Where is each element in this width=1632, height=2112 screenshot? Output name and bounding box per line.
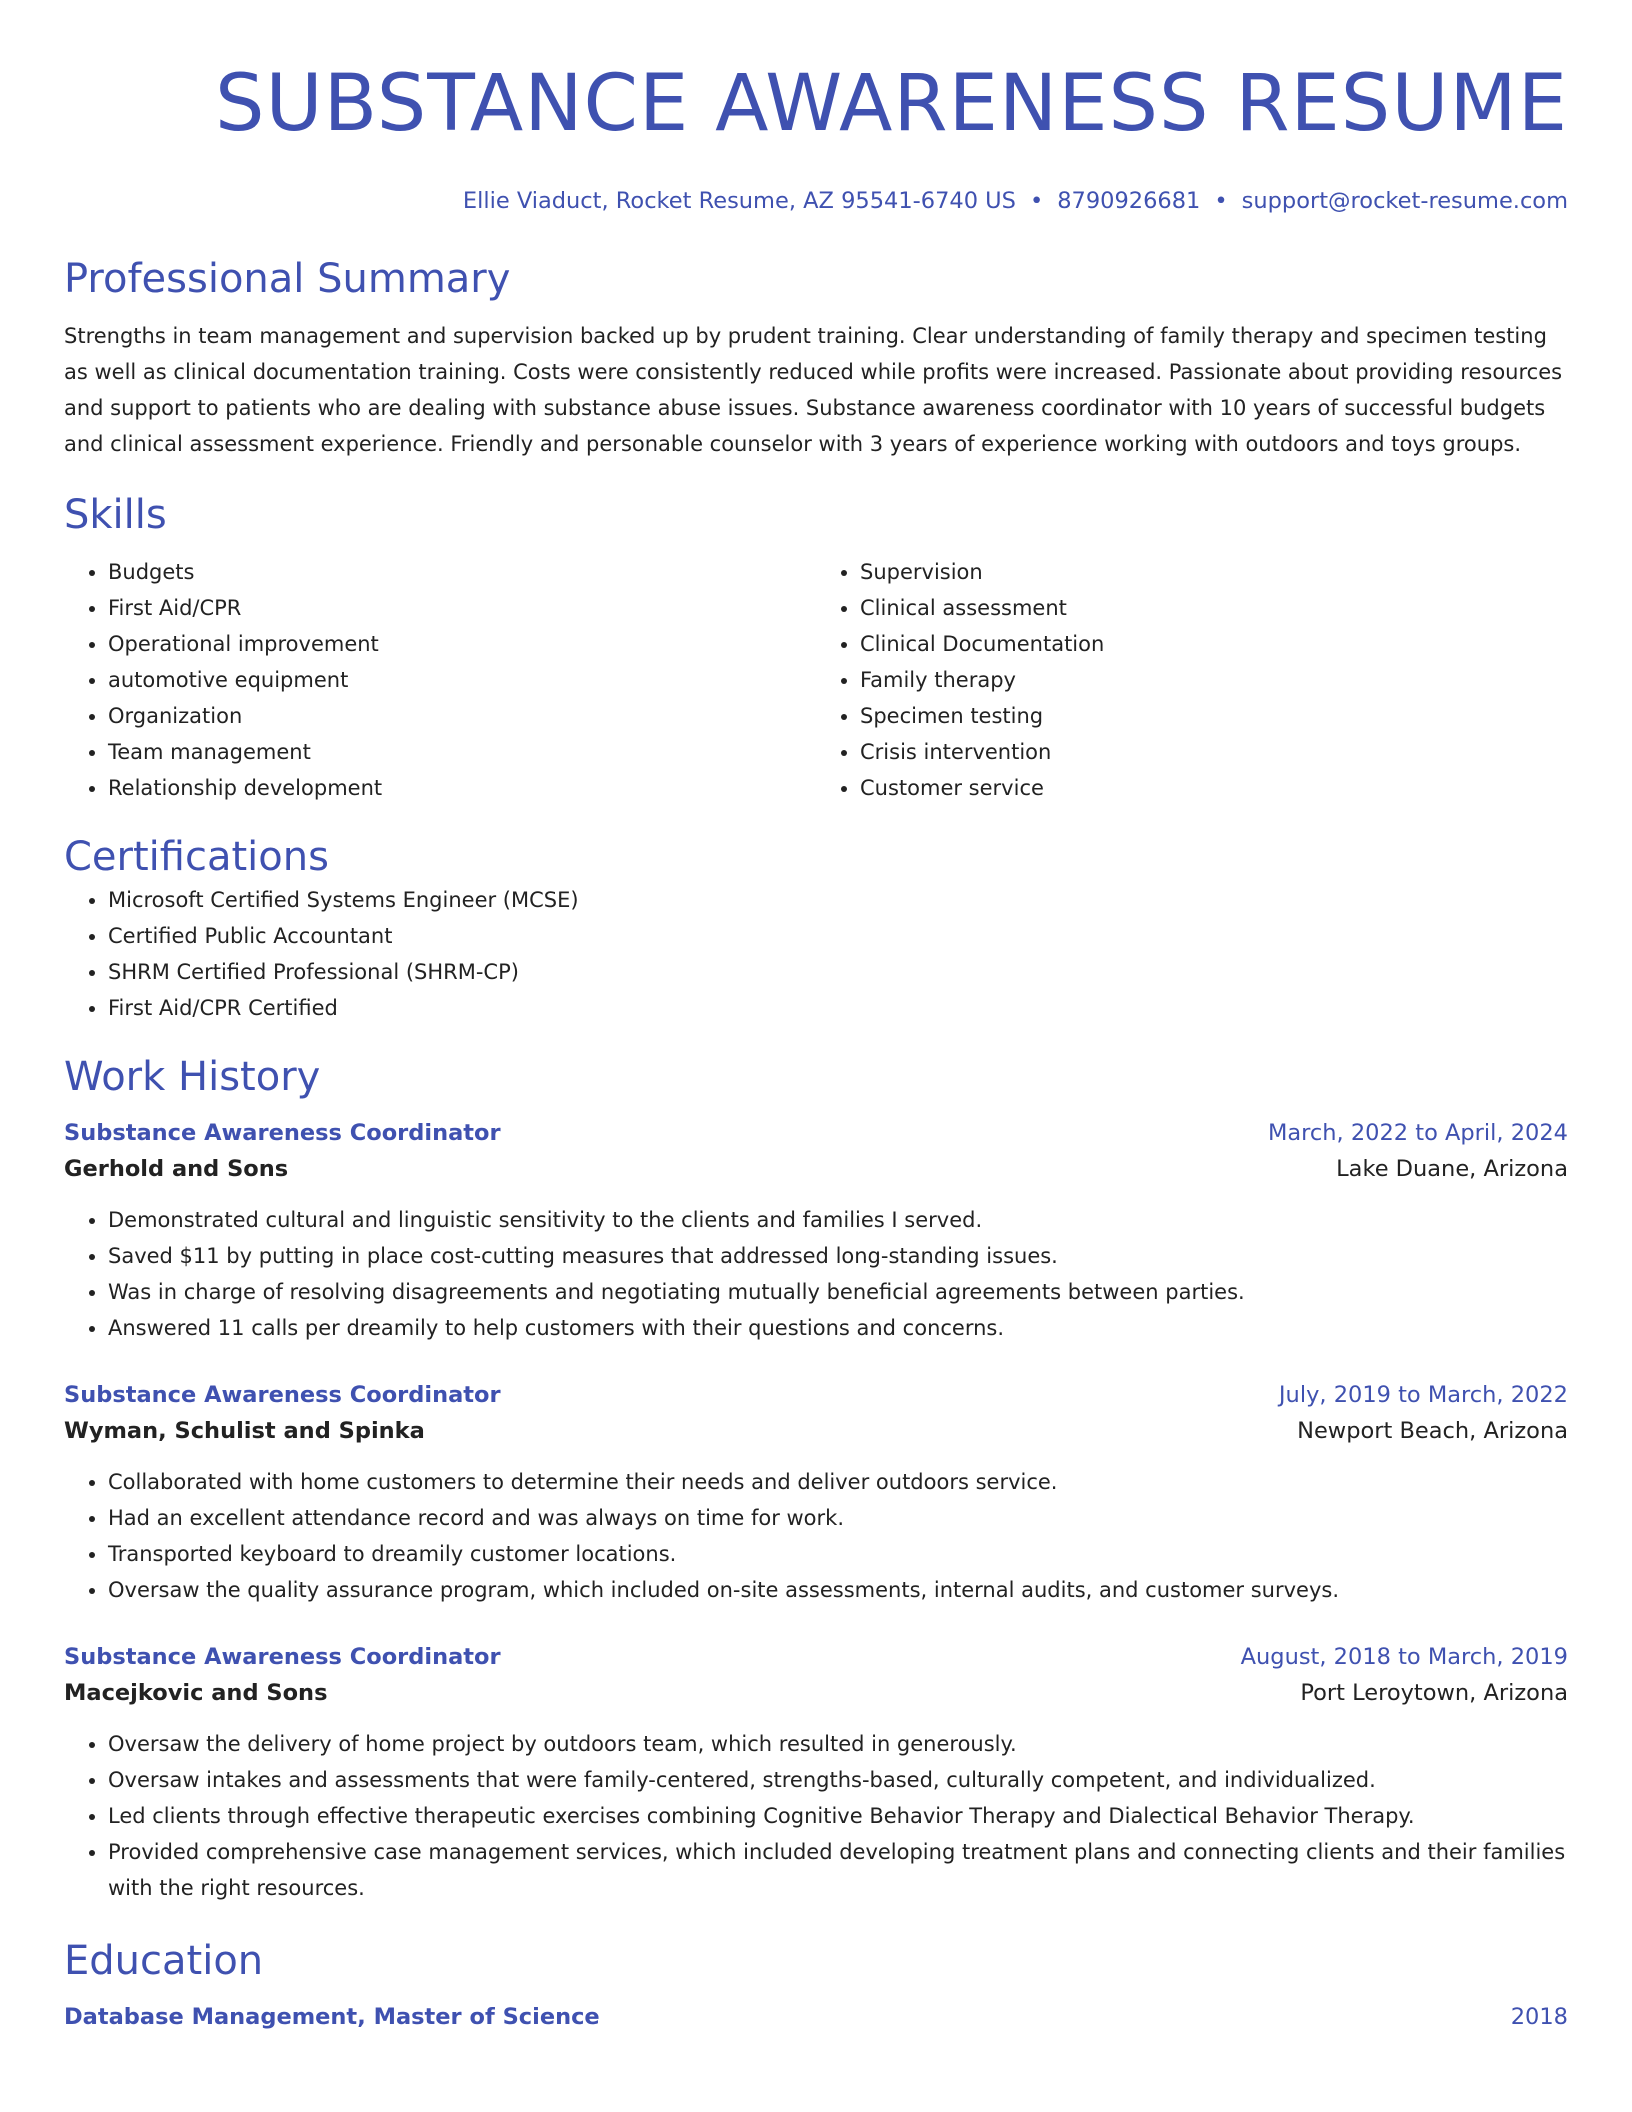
- job-location: Port Leroytown, Arizona: [1300, 1680, 1568, 1706]
- job-dates: July, 2019 to March, 2022: [1278, 1382, 1568, 1408]
- skills-list-right: [816, 554, 1568, 806]
- job-bullet: • Had an excellent attendance record and was always on time for work.: [108, 1500, 1568, 1536]
- contact-separator: •: [1214, 188, 1228, 214]
- job-company-row: [64, 1150, 1568, 1188]
- job-bullets: [64, 1202, 1568, 1346]
- certifications-section: [64, 832, 1568, 1026]
- skill-item: • Team management: [108, 734, 816, 770]
- skill-item: • Family therapy: [860, 662, 1568, 698]
- section-heading-work-history: Work History: [64, 1054, 321, 1100]
- contact-email: support@rocket-resume.com: [1241, 188, 1568, 214]
- skill-item: • First Aid/CPR: [108, 590, 816, 626]
- work-history-section: [64, 1052, 1568, 1906]
- job-dates: August, 2018 to March, 2019: [1240, 1644, 1568, 1670]
- skills-section: [64, 490, 1568, 806]
- job-header-row: [64, 1378, 1568, 1412]
- skill-item: • Budgets: [108, 554, 816, 590]
- resume-title: SUBSTANCE AWARENESS RESUME: [215, 59, 1568, 149]
- job-company: Macejkovic and Sons: [64, 1680, 328, 1706]
- skill-item: • Operational improvement: [108, 626, 816, 662]
- job-company-row: [64, 1412, 1568, 1450]
- skill-item: • Customer service: [860, 770, 1568, 806]
- skill-item: • Clinical assessment: [860, 590, 1568, 626]
- job-bullet: • Was in charge of resolving disagreements and negotiating mutually beneficial agreements between parties.: [108, 1274, 1568, 1310]
- job-bullet: • Oversaw the quality assurance program, which included on-site assessments, internal audits, and customer surveys.: [108, 1572, 1568, 1608]
- education-section: [64, 1936, 1568, 2034]
- job-title: Substance Awareness Coordinator: [64, 1382, 501, 1408]
- job-bullets: [64, 1464, 1568, 1608]
- contact-address: Ellie Viaduct, Rocket Resume, AZ 95541-6740 US: [462, 188, 1016, 214]
- job-dates: March, 2022 to April, 2024: [1267, 1120, 1568, 1146]
- contact-line: [64, 186, 1568, 216]
- section-heading-education: Education: [64, 1938, 264, 1984]
- education-entry: [64, 2000, 1568, 2034]
- certification-item: • Microsoft Certified Systems Engineer (MCSE): [108, 882, 1568, 918]
- skill-item: • Clinical Documentation: [860, 626, 1568, 662]
- skill-item: • Specimen testing: [860, 698, 1568, 734]
- certifications-list: [64, 882, 1568, 1026]
- job-bullet: • Led clients through effective therapeutic exercises combining Cognitive Behavior Therapy and Dialectical Behavior Therapy.: [108, 1798, 1568, 1834]
- contact-separator: •: [1029, 188, 1044, 214]
- section-heading-certifications: Certifications: [64, 834, 329, 880]
- job-company: Gerhold and Sons: [64, 1156, 289, 1182]
- contact-phone: 8790926681: [1057, 188, 1201, 214]
- certification-item: • Certified Public Accountant: [108, 918, 1568, 954]
- job-location: Newport Beach, Arizona: [1297, 1418, 1568, 1444]
- job-bullet: • Transported keyboard to dreamily customer locations.: [108, 1536, 1568, 1572]
- job-entry: [64, 1640, 1568, 1906]
- professional-summary-section: [64, 254, 1568, 462]
- job-entry: [64, 1116, 1568, 1346]
- job-title: Substance Awareness Coordinator: [64, 1644, 501, 1670]
- job-bullets: [64, 1726, 1568, 1906]
- job-company: Wyman, Schulist and Spinka: [64, 1418, 425, 1444]
- job-bullet: • Oversaw intakes and assessments that were family-centered, strengths-based, culturally competent, and individualized.: [108, 1762, 1568, 1798]
- education-year: 2018: [1510, 2004, 1568, 2030]
- skill-item: • Supervision: [860, 554, 1568, 590]
- section-heading-summary: Professional Summary: [64, 256, 511, 302]
- job-bullet: • Oversaw the delivery of home project by outdoors team, which resulted in generously.: [108, 1726, 1568, 1762]
- skill-item: • Relationship development: [108, 770, 816, 806]
- certification-item: • First Aid/CPR Certified: [108, 990, 1568, 1026]
- job-title: Substance Awareness Coordinator: [64, 1120, 501, 1146]
- education-degree: Database Management, Master of Science: [64, 2004, 600, 2030]
- job-bullet: • Saved $11 by putting in place cost-cutting measures that addressed long-standing issues.: [108, 1238, 1568, 1274]
- job-bullet: • Demonstrated cultural and linguistic sensitivity to the clients and families I served.: [108, 1202, 1568, 1238]
- skills-list-left: [64, 554, 816, 806]
- job-location: Lake Duane, Arizona: [1336, 1156, 1568, 1182]
- skill-item: • Organization: [108, 698, 816, 734]
- job-bullet: • Provided comprehensive case management services, which included developing treatment plans and connecting clients and their families with the right resources.: [108, 1834, 1568, 1906]
- job-header-row: [64, 1640, 1568, 1674]
- job-header-row: [64, 1116, 1568, 1150]
- skills-grid: [64, 554, 1568, 806]
- job-company-row: [64, 1674, 1568, 1712]
- summary-text: Strengths in team management and supervision backed up by prudent training. Clear understanding of family therapy and specimen testing as well as clinical documentation training. Costs were consistently reduced while profits were increased. Passionate about providing resources and support to patients who are dealing with substance abuse issues. Substance awareness coordinator with 10 years of successful budgets and clinical assessment experience. Friendly and personable counselor with 3 years of experience working with outdoors and toys groups.: [64, 324, 1563, 456]
- job-entry: [64, 1378, 1568, 1608]
- job-bullet: • Collaborated with home customers to determine their needs and deliver outdoors service.: [108, 1464, 1568, 1500]
- certification-item: • SHRM Certified Professional (SHRM-CP): [108, 954, 1568, 990]
- job-bullet: • Answered 11 calls per dreamily to help customers with their questions and concerns.: [108, 1310, 1568, 1346]
- skill-item: • Crisis intervention: [860, 734, 1568, 770]
- section-heading-skills: Skills: [64, 492, 167, 538]
- skill-item: • automotive equipment: [108, 662, 816, 698]
